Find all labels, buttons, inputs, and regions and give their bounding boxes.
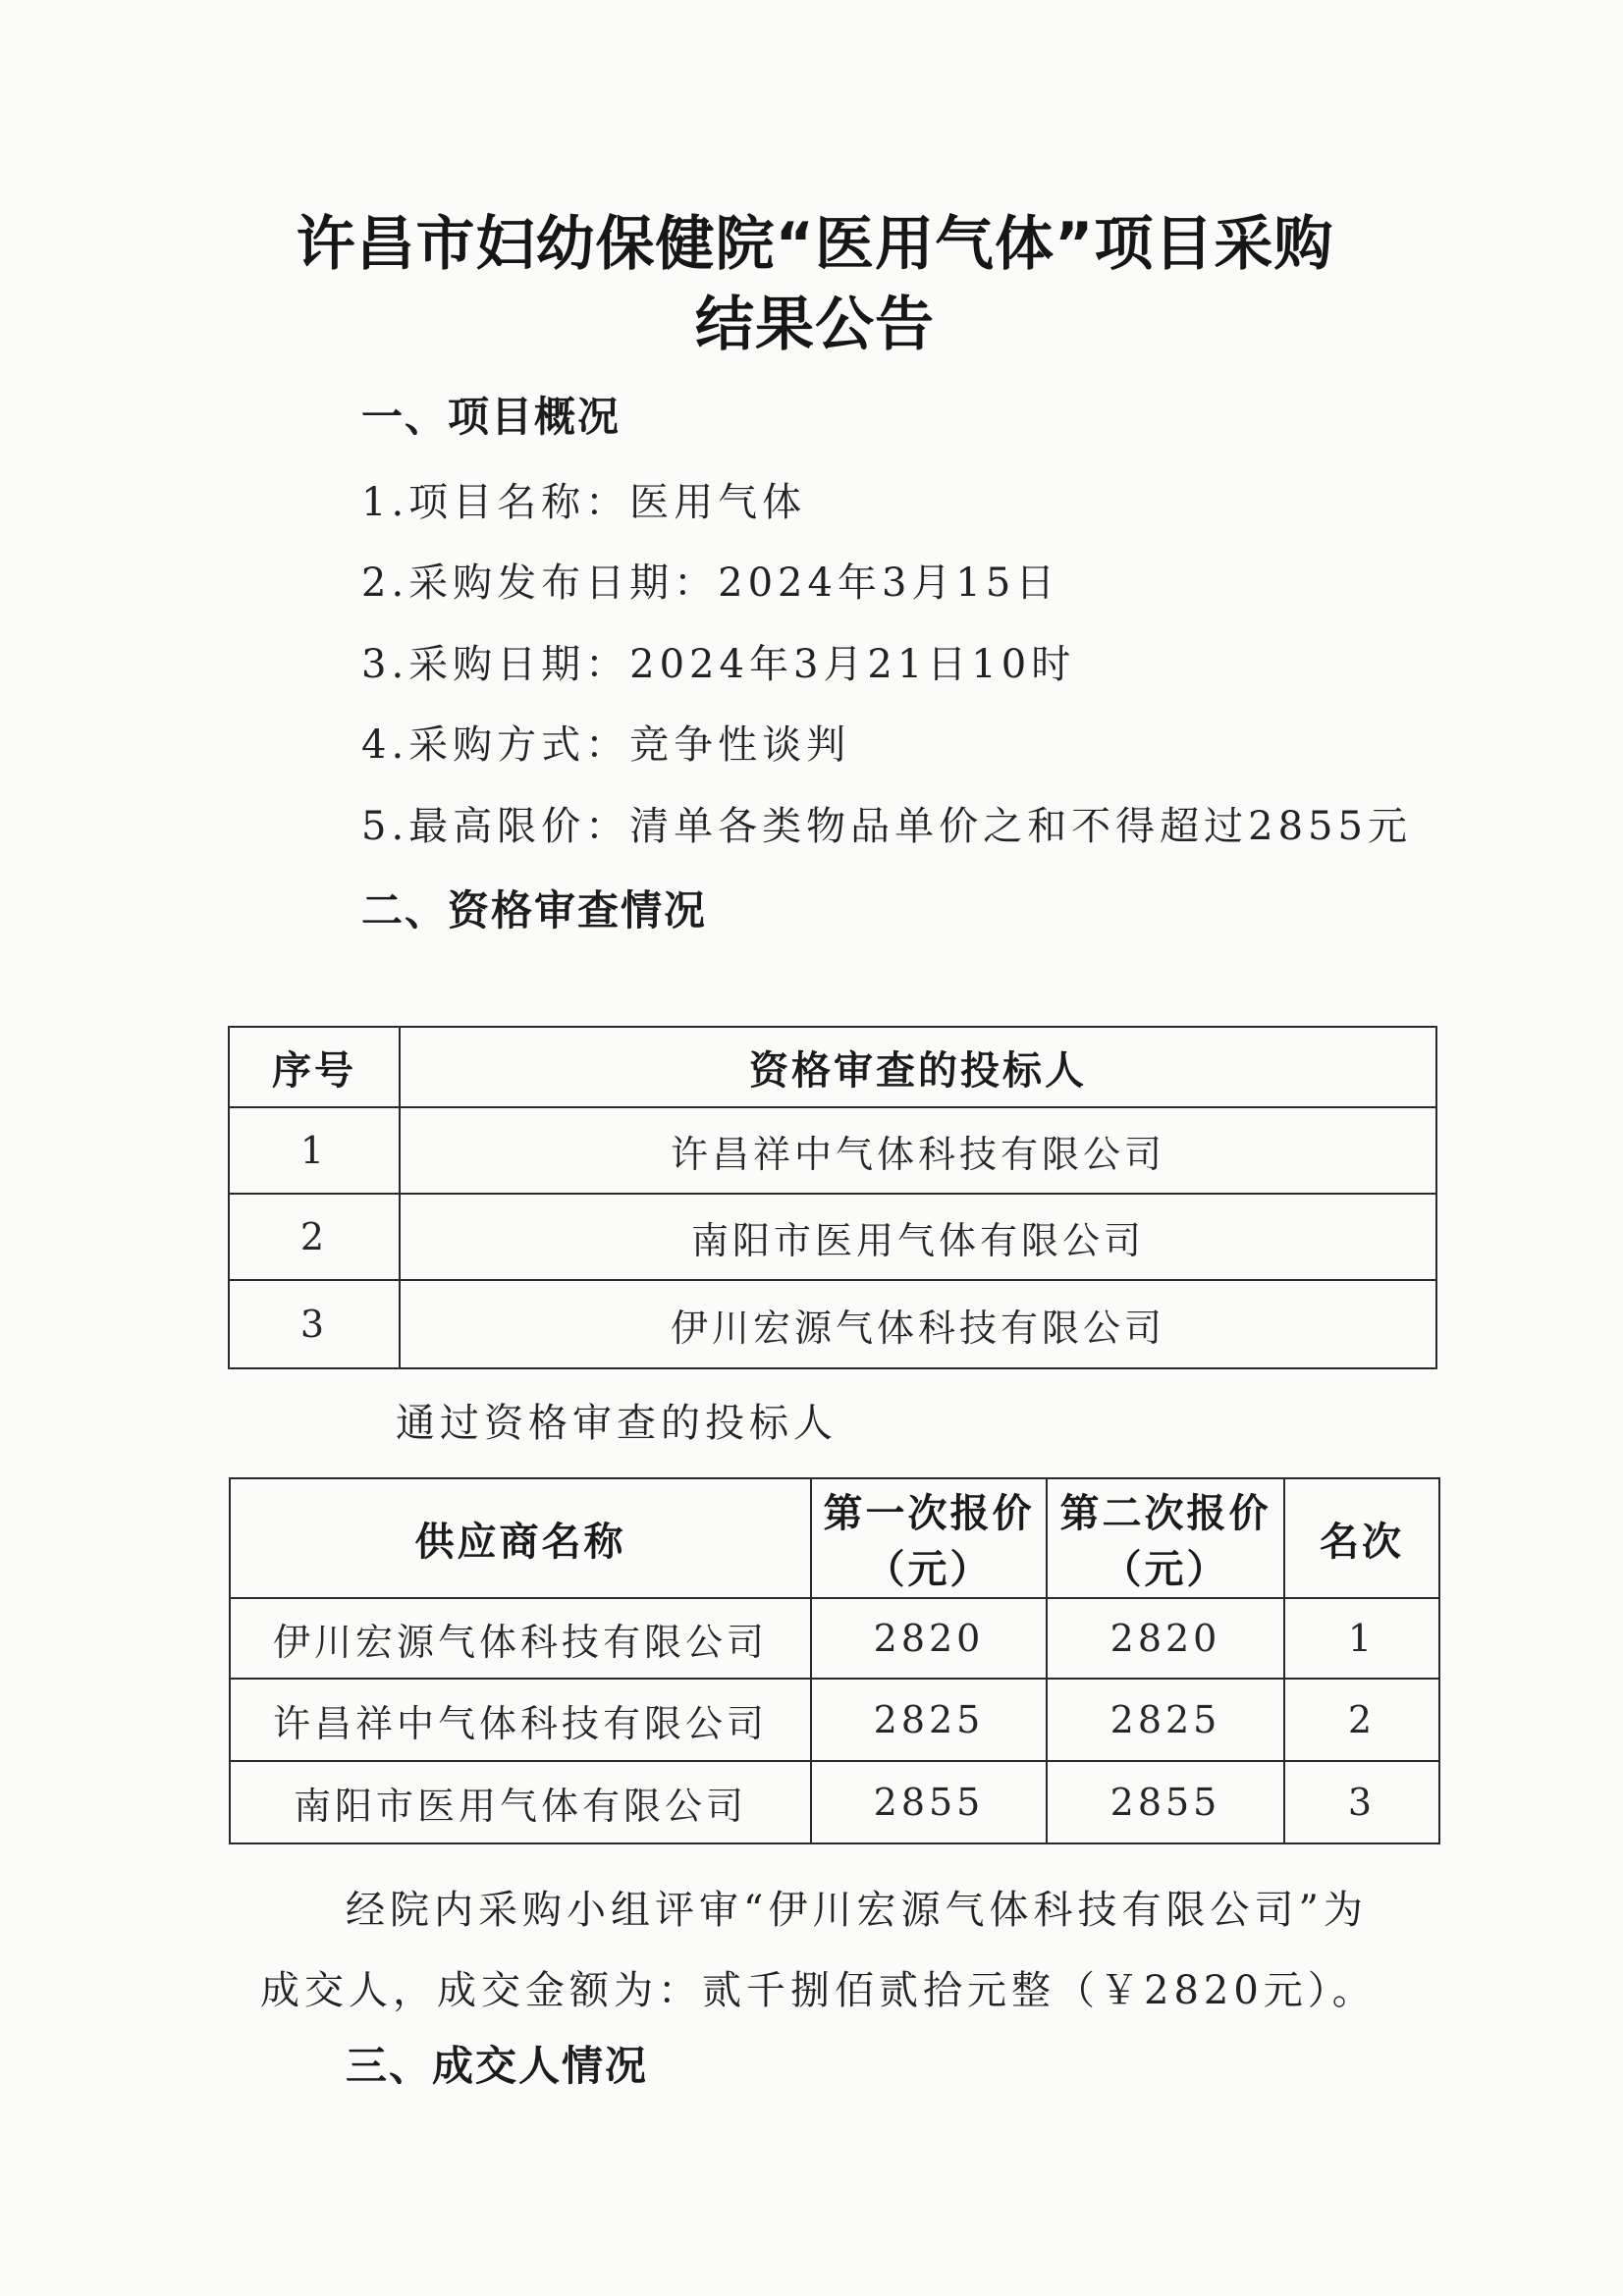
document-title: 许昌市妇幼保健院“医用气体”项目采购 bbox=[296, 210, 1334, 279]
cell-second-price: 2825 bbox=[1047, 1679, 1284, 1761]
cell-second-price: 2855 bbox=[1047, 1761, 1284, 1843]
cell-seq: 3 bbox=[229, 1280, 400, 1368]
header-supplier: 供应商名称 bbox=[230, 1478, 811, 1598]
document-title-line2: 结果公告 bbox=[695, 291, 935, 359]
project-name-line: 1.项目名称：医用气体 bbox=[361, 480, 807, 525]
cell-seq: 2 bbox=[229, 1194, 400, 1280]
table-row bbox=[230, 1598, 1439, 1679]
purchase-date-line: 3.采购日期：2024年3月21日10时 bbox=[361, 642, 1076, 687]
cell-bidder: 伊川宏源气体科技有限公司 bbox=[400, 1280, 1436, 1368]
header-bidder: 资格审查的投标人 bbox=[400, 1027, 1436, 1107]
cell-bidder: 许昌祥中气体科技有限公司 bbox=[400, 1107, 1436, 1194]
purchase-method-line: 4.采购方式：竞争性谈判 bbox=[361, 722, 851, 768]
cell-supplier: 伊川宏源气体科技有限公司 bbox=[230, 1598, 811, 1679]
header-second-price-line1: 第二次报价 bbox=[1059, 1491, 1271, 1536]
header-second-price bbox=[1047, 1478, 1284, 1598]
cell-seq: 1 bbox=[229, 1107, 400, 1194]
header-rank: 名次 bbox=[1284, 1478, 1439, 1598]
section2-heading: 二、资格审查情况 bbox=[361, 886, 708, 934]
section3-heading: 三、成交人情况 bbox=[346, 2042, 649, 2090]
cell-supplier: 许昌祥中气体科技有限公司 bbox=[230, 1679, 811, 1761]
quotation-table bbox=[229, 1477, 1440, 1844]
max-price-line: 5.最高限价：清单各类物品单价之和不得超过2855元 bbox=[361, 804, 1412, 849]
header-first-price-line2: （元） bbox=[865, 1547, 993, 1592]
cell-second-price: 2820 bbox=[1047, 1598, 1284, 1679]
table-row bbox=[229, 1107, 1436, 1194]
header-first-price bbox=[811, 1478, 1047, 1598]
passed-bidders-label: 通过资格审查的投标人 bbox=[396, 1401, 838, 1446]
conclusion-line1: 经院内采购小组评审“伊川宏源气体科技有限公司”为 bbox=[346, 1888, 1368, 1933]
table-row bbox=[229, 1280, 1436, 1368]
table-header-row bbox=[230, 1478, 1439, 1598]
publish-date-line: 2.采购发布日期：2024年3月15日 bbox=[361, 561, 1060, 606]
cell-first-price: 2825 bbox=[811, 1679, 1047, 1761]
cell-rank: 2 bbox=[1284, 1679, 1439, 1761]
table-header-row bbox=[229, 1027, 1436, 1107]
cell-rank: 3 bbox=[1284, 1761, 1439, 1843]
header-seq: 序号 bbox=[229, 1027, 400, 1107]
table-row bbox=[230, 1761, 1439, 1843]
table-row bbox=[230, 1679, 1439, 1761]
section1-heading: 一、项目概况 bbox=[361, 393, 622, 441]
cell-first-price: 2855 bbox=[811, 1761, 1047, 1843]
cell-bidder: 南阳市医用气体有限公司 bbox=[400, 1194, 1436, 1280]
qualification-table bbox=[228, 1026, 1437, 1369]
cell-first-price: 2820 bbox=[811, 1598, 1047, 1679]
header-first-price-line1: 第一次报价 bbox=[823, 1491, 1035, 1536]
cell-rank: 1 bbox=[1284, 1598, 1439, 1679]
conclusion-line2: 成交人，成交金额为：贰千捌佰贰拾元整（￥2820元）。 bbox=[260, 1968, 1377, 2013]
cell-supplier: 南阳市医用气体有限公司 bbox=[230, 1761, 811, 1843]
table-row bbox=[229, 1194, 1436, 1280]
header-second-price-line2: （元） bbox=[1102, 1547, 1229, 1592]
